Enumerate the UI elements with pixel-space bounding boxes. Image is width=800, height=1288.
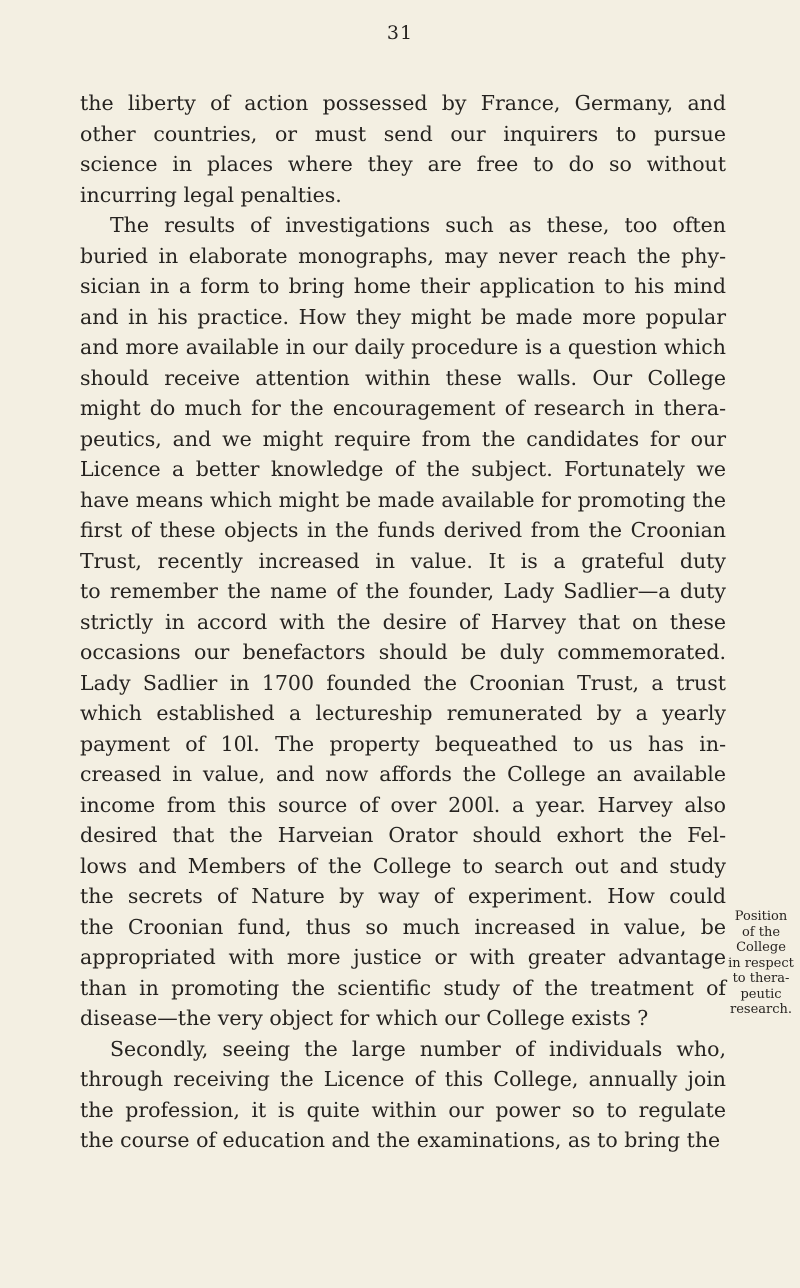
text-line: the course of education and the examinations, as to bring the [80,1128,721,1152]
text-line: the secrets of Nature by way of experiment. How could [80,884,726,908]
text-line: the Croonian fund, thus so much increased in value, be [80,914,726,939]
page-number: 31 [386,22,414,44]
text-line: The results of investigations such as these, too often [110,213,726,237]
text-line: strictly in accord with the desire of Harvey that on these [80,609,726,634]
text-line: payment of 10l. The property bequeathed to us has in- [80,731,726,756]
text-line: income from this source of over 200l. a year. Harvey also [80,792,726,817]
margin-note-line: of the [741,924,781,940]
text-line: first of these objects in the funds derived from the Croonian [80,518,726,542]
text-line: Lady Sadlier in 1700 founded the Croonian Trust, a trust [80,670,726,695]
text-line: the liberty of action possessed by France, Germany, and [80,91,726,115]
text-line: and in his practice. How they might be made more popular [80,304,726,329]
text-line: buried in elaborate monographs, may never reach the phy- [80,243,726,268]
margin-note-line: College [736,940,786,955]
text-line: should receive attention within these walls. Our College [80,365,726,390]
text-line: which established a lectureship remunerated by a yearly [80,701,726,725]
margin-note-line: to thera- [732,971,790,986]
text-line: other countries, or must send our inquirers to pursue [80,121,726,146]
text-line: science in places where they are free to do so without [80,152,726,176]
text-line: disease—the very object for which our College exists ? [80,1006,649,1030]
text-line: to remember the name of the founder, Lady Sadlier—a duty [80,579,726,603]
text-line: the profession, it is quite within our power so to regulate [80,1097,726,1122]
text-line: than in promoting the scientific study of the treatment of [80,975,726,1000]
text-line: and more available in our daily procedure is a question which [80,335,726,359]
margin-note [728,909,794,1018]
text-line: have means which might be made available for promoting the [80,487,726,512]
margin-note-line: research. [729,1002,793,1017]
text-line: Licence a better knowledge of the subject. Fortunately we [80,457,726,481]
text-line: desired that the Harveian Orator should exhort the Fel- [80,823,726,847]
text-line: sician in a form to bring home their application to his mind [80,274,726,298]
text-line: occasions our benefactors should be duly commemorated. [80,640,726,664]
text-line: through receiving the Licence of this College, annually join [80,1067,726,1091]
text-line: incurring legal penalties. [80,182,342,207]
text-line: peutics, and we might require from the candidates for our [80,426,726,451]
margin-note-line: in respect [728,955,794,971]
text-line: Trust, recently increased in value. It is a grateful duty [80,548,726,573]
text-line: creased in value, and now affords the College an available [80,762,726,786]
text-line: appropriated with more justice or with greater advantage [80,945,726,969]
margin-note-line: peutic [740,986,782,1002]
text-line: Secondly, seeing the large number of individuals who, [110,1036,726,1061]
text-line: might do much for the encouragement of research in thera- [80,396,726,420]
body-text [80,88,726,1156]
margin-note-line: Position [734,909,788,924]
text-line: lows and Members of the College to search out and study [80,853,726,878]
